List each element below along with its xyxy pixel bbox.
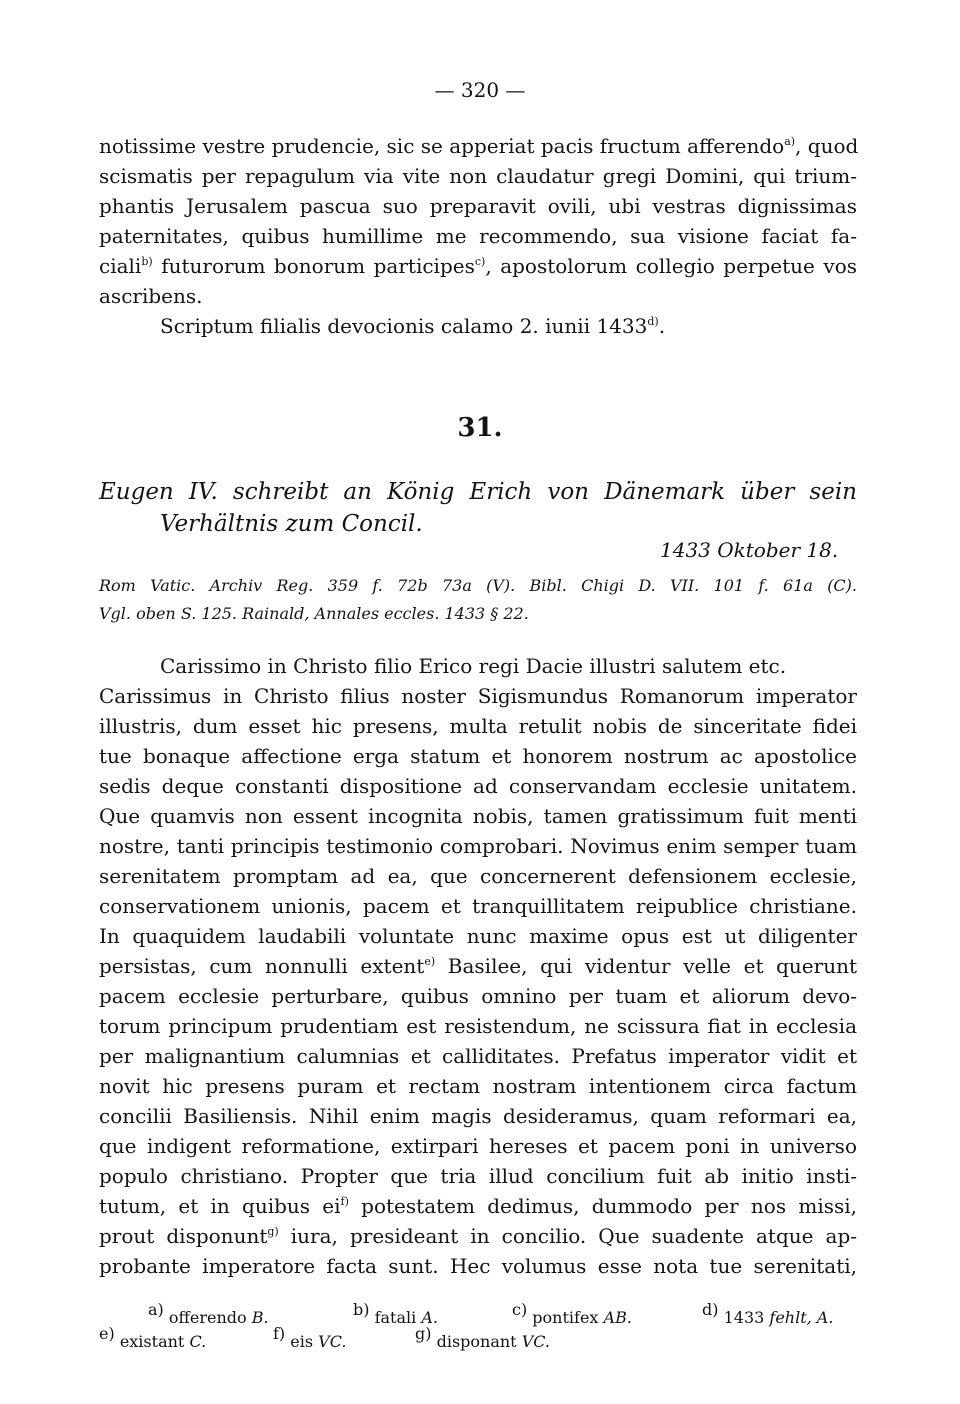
text-line: pacem ecclesie perturbare, quibus omnino per tuam et aliorum devo- bbox=[99, 984, 857, 1008]
footnote-f: $^{f)}$ eis VC. bbox=[273, 1324, 347, 1351]
footnote-ref: g) bbox=[267, 1225, 279, 1238]
text-line: tutum, et in quibus $ei^{f)}$ potestatem dedimus, dummodo per nos missi, bbox=[99, 1194, 857, 1218]
text-line: illustris, dum esset hic presens, multa retulit nobis de sinceritate fidei bbox=[99, 714, 857, 738]
document-date: 1433 Oktober 18. bbox=[660, 538, 839, 562]
text-line: per malignantium calumnias et calliditates. Prefatus imperator vidit et bbox=[99, 1044, 857, 1068]
footnote-ref: c) bbox=[474, 255, 486, 268]
text-line: sedis deque constanti dispositione ad conservandam ecclesie unitatem. bbox=[99, 774, 857, 798]
text-line: persistas, cum nonnulli extent$^{e)}$ Basilee, qui videntur velle et querunt bbox=[99, 954, 857, 978]
text-line: Carissimus in Christo filius noster Sigismundus Romanorum imperator bbox=[99, 684, 857, 708]
footnote-ref: f) bbox=[340, 1195, 349, 1208]
source-note-line-1: Rom Vatic. Archiv Reg. 359 f. 72b 73a (V). Bibl. Chigi D. VII. 101 f. 61a (C). bbox=[99, 576, 857, 595]
document-title-line-2: Verhältnis zum Concil. bbox=[160, 511, 423, 537]
text-line: scismatis per repagulum via vite non claudatur gregi Domini, qui trium- bbox=[99, 164, 857, 188]
footnote-ref: a) bbox=[784, 135, 796, 148]
footnote-a: $^{a)}$ offerendo B. bbox=[148, 1300, 269, 1327]
text-line: Que quamvis non essent incognita nobis, tamen gratissimum fuit menti bbox=[99, 804, 857, 828]
text-line: Scriptum filialis devocionis calamo 2. iunii 1433$^{d)}$. bbox=[160, 314, 666, 338]
footnote-ref: b) bbox=[141, 255, 153, 268]
footnote-b: $^{b)}$ fatali A. bbox=[353, 1300, 438, 1327]
text-line: probante imperatore facta sunt. Hec volumus esse nota tue serenitati, bbox=[99, 1254, 857, 1278]
text-line: ascribens. bbox=[99, 284, 203, 308]
text-line: que indigent reformatione, extirpari hereses et pacem poni in universo bbox=[99, 1134, 857, 1158]
salutation: Carissimo in Christo filio Erico regi Dacie illustri salutem etc. bbox=[160, 654, 787, 678]
text-line: nostre, tanti principis testimonio comprobari. Novimus enim semper tuam bbox=[99, 834, 857, 858]
text-line: conservationem unionis, pacem et tranquillitatem reipublice christiane. bbox=[99, 894, 857, 918]
footnote-g: $^{g)}$ disponant VC. bbox=[415, 1324, 551, 1351]
text-line: phantis Jerusalem pascua suo preparavit ovili, ubi vestras dignissimas bbox=[99, 194, 857, 218]
text-line: tue bonaque affectione erga statum et honorem nostrum ac apostolice bbox=[99, 744, 857, 768]
footnote-c: $^{c)}$ pontifex AB. bbox=[512, 1300, 632, 1327]
text-line: paternitates, quibus humillime me recommendo, sua visione faciat fa- bbox=[99, 224, 857, 248]
text-line: torum principum prudentiam est resistendum, ne scissura fiat in ecclesia bbox=[99, 1014, 857, 1038]
text-line: concilii Basiliensis. Nihil enim magis desideramus, quam reformari ea, bbox=[99, 1104, 857, 1128]
footnote-ref: e) bbox=[424, 955, 436, 968]
running-head: — 320 — bbox=[434, 78, 526, 102]
text-line: notissime vestre prudencie, sic se apperiat pacis fructum afferendo$^{a)}$, quod bbox=[99, 134, 859, 158]
text-line: In quaquidem laudabili voluntate nunc maxime opus est ut diligenter bbox=[99, 924, 857, 948]
text-line: serenitatem promptam ad ea, que concernerent defensionem ecclesie, bbox=[99, 864, 857, 888]
source-note-line-2: Vgl. oben S. 125. Rainald, Annales eccles. 1433 § 22. bbox=[99, 604, 529, 623]
footnote-e: $^{e)}$ existant C. bbox=[99, 1324, 207, 1351]
footnote-ref: d) bbox=[647, 315, 659, 328]
footnote-d: $^{d)}$ 1433 fehlt, A. bbox=[702, 1300, 834, 1327]
text-line: populo christiano. Propter que tria illud concilium fuit ab initio insti- bbox=[99, 1164, 857, 1188]
text-line: ciali$^{b)}$ futurorum bonorum participes$^{c)}$, apostolorum collegio perpetue vos bbox=[99, 254, 858, 278]
text-line: novit hic presens puram et rectam nostram intentionem circa factum bbox=[99, 1074, 857, 1098]
document-title-line-1: Eugen IV. schreibt an König Erich von Dänemark über sein bbox=[99, 479, 857, 505]
text-line: prout disponunt$^{g)}$ iura, presideant in concilio. Que suadente atque ap- bbox=[99, 1224, 858, 1248]
document-number: 31. bbox=[457, 413, 503, 443]
